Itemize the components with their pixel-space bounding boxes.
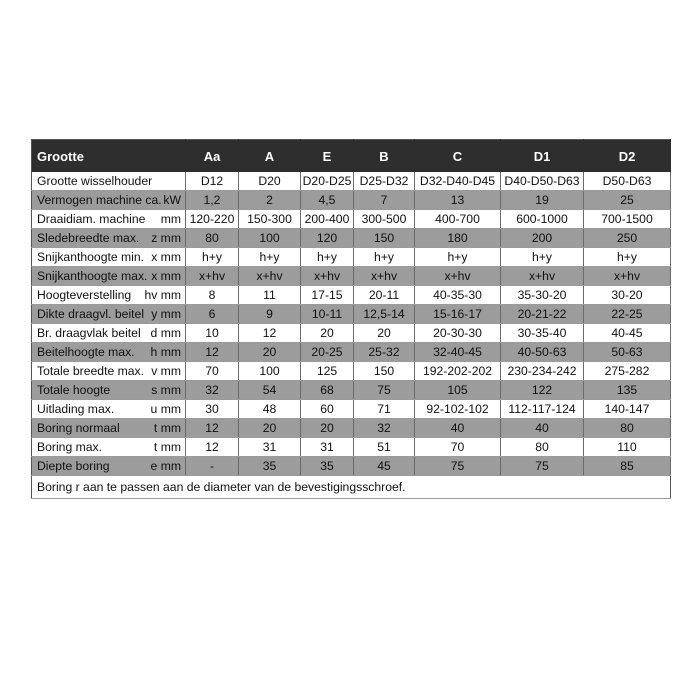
table-cell: h+y	[415, 248, 501, 267]
table-cell: 45	[354, 457, 415, 476]
footnote: Boring r aan te passen aan de diameter van de bevestigingsschroef.	[32, 476, 671, 499]
table-cell: 32-40-45	[415, 343, 501, 362]
table-cell: 20	[354, 324, 415, 343]
table-cell: 8	[186, 286, 239, 305]
table-cell: 12,5-14	[354, 305, 415, 324]
row-label: Uitlading max.	[37, 401, 115, 416]
table-cell: 51	[354, 438, 415, 457]
table-cell: 75	[415, 457, 501, 476]
table-cell: 71	[354, 400, 415, 419]
table-cell: 20-30-30	[415, 324, 501, 343]
table-cell: 40-45	[584, 324, 671, 343]
table-cell: 40	[501, 419, 584, 438]
row-label: Draaidiam. machine	[37, 211, 146, 226]
row-label-cell	[32, 419, 186, 438]
row-unit: kW	[163, 192, 181, 207]
table-cell: 31	[301, 438, 354, 457]
row-label-cell	[32, 248, 186, 267]
table-row	[32, 267, 671, 286]
table-row	[32, 362, 671, 381]
table-cell: x+hv	[301, 267, 354, 286]
table-cell: 125	[301, 362, 354, 381]
row-unit: hv mm	[144, 287, 181, 302]
table-cell: 105	[415, 381, 501, 400]
table-cell: h+y	[186, 248, 239, 267]
table-cell: 112-117-124	[501, 400, 584, 419]
table-row	[32, 381, 671, 400]
header-col: E	[301, 140, 354, 173]
table-cell: 80	[584, 419, 671, 438]
row-label-cell	[32, 305, 186, 324]
table-row	[32, 457, 671, 476]
note-row	[32, 476, 671, 499]
table-cell: 48	[239, 400, 301, 419]
table-cell: 19	[501, 191, 584, 210]
table-cell: 20-11	[354, 286, 415, 305]
table-cell: h+y	[301, 248, 354, 267]
row-unit: x mm	[151, 249, 181, 264]
table-row	[32, 172, 671, 191]
table-cell: 20-25	[301, 343, 354, 362]
row-label: Br. draagvlak beitel	[37, 325, 141, 340]
table-cell: 9	[239, 305, 301, 324]
table-cell: 110	[584, 438, 671, 457]
table-cell: 400-700	[415, 210, 501, 229]
table-cell: 70	[415, 438, 501, 457]
row-unit: e mm	[150, 458, 181, 473]
row-label-cell	[32, 210, 186, 229]
table-cell: 30	[186, 400, 239, 419]
table-cell: 20	[239, 419, 301, 438]
table-cell: D40-D50-D63	[501, 172, 584, 191]
row-label: Snijkanthoogte max.	[37, 268, 148, 283]
row-unit: h mm	[150, 344, 181, 359]
table-cell: 30-20	[584, 286, 671, 305]
row-label-cell	[32, 381, 186, 400]
row-label: Totale hoogte	[37, 382, 111, 397]
table-cell: 192-202-202	[415, 362, 501, 381]
table-cell: 150	[354, 362, 415, 381]
table-cell: x+hv	[501, 267, 584, 286]
table-cell: 20	[301, 419, 354, 438]
table-cell: 10	[186, 324, 239, 343]
table-cell: 250	[584, 229, 671, 248]
row-label-cell	[32, 267, 186, 286]
table-cell: 75	[354, 381, 415, 400]
row-label: Diepte boring	[37, 458, 110, 473]
row-label-cell	[32, 324, 186, 343]
table-cell: 10-11	[301, 305, 354, 324]
table-cell: 7	[354, 191, 415, 210]
row-label-cell	[32, 191, 186, 210]
table-cell: 80	[186, 229, 239, 248]
table-cell: D50-D63	[584, 172, 671, 191]
table-cell: 60	[301, 400, 354, 419]
row-label-cell	[32, 400, 186, 419]
row-unit: d mm	[150, 325, 181, 340]
table-cell: 230-234-242	[501, 362, 584, 381]
table-cell: 20	[239, 343, 301, 362]
table-cell: 31	[239, 438, 301, 457]
table-cell: h+y	[239, 248, 301, 267]
table-cell: 11	[239, 286, 301, 305]
table-cell: 2	[239, 191, 301, 210]
row-label-cell	[32, 457, 186, 476]
row-unit: mm	[160, 211, 181, 226]
table-cell: 35	[301, 457, 354, 476]
table-cell: x+hv	[584, 267, 671, 286]
table-cell: 40	[415, 419, 501, 438]
table-cell: 12	[186, 419, 239, 438]
row-label: Vermogen machine ca.	[37, 192, 162, 207]
table-cell: 1,2	[186, 191, 239, 210]
table-cell: 100	[239, 362, 301, 381]
table-cell: h+y	[584, 248, 671, 267]
table-cell: 35-30-20	[501, 286, 584, 305]
header-label: Grootte	[32, 140, 186, 173]
row-label: Snijkanthoogte min.	[37, 249, 145, 264]
table-cell: 50-63	[584, 343, 671, 362]
table-cell: 75	[501, 457, 584, 476]
header-col: A	[239, 140, 301, 173]
table-cell: 600-1000	[501, 210, 584, 229]
row-label-cell	[32, 172, 186, 191]
row-unit: y mm	[151, 306, 181, 321]
row-label-cell	[32, 343, 186, 362]
table-cell: 150	[354, 229, 415, 248]
table-cell: 20-21-22	[501, 305, 584, 324]
table-cell: 200	[501, 229, 584, 248]
row-label: Totale breedte max.	[37, 363, 145, 378]
table-row	[32, 286, 671, 305]
table-cell: 40-35-30	[415, 286, 501, 305]
row-label: Boring normaal	[37, 420, 120, 435]
header-row	[32, 140, 671, 173]
row-label: Boring max.	[37, 439, 103, 454]
row-label: Grootte wisselhouder	[37, 173, 153, 188]
row-unit: u mm	[150, 401, 181, 416]
row-label-cell	[32, 438, 186, 457]
table-cell: D12	[186, 172, 239, 191]
table-row	[32, 324, 671, 343]
table-cell: 120-220	[186, 210, 239, 229]
row-label: Sledebreedte max.	[37, 230, 140, 245]
table-cell: x+hv	[354, 267, 415, 286]
row-unit: t mm	[153, 420, 181, 435]
table-cell: 120	[301, 229, 354, 248]
table-cell: x+hv	[186, 267, 239, 286]
table-cell: 300-500	[354, 210, 415, 229]
row-label: Beitelhoogte max.	[37, 344, 135, 359]
table-cell: 25-32	[354, 343, 415, 362]
header-col: D2	[584, 140, 671, 173]
row-unit: z mm	[151, 230, 181, 245]
row-label-cell	[32, 362, 186, 381]
table-cell: 15-16-17	[415, 305, 501, 324]
table-cell: 12	[186, 438, 239, 457]
table-cell: 700-1500	[584, 210, 671, 229]
table-cell: x+hv	[239, 267, 301, 286]
table-cell: 32	[186, 381, 239, 400]
table-cell: 122	[501, 381, 584, 400]
table-cell: 140-147	[584, 400, 671, 419]
table-cell: 180	[415, 229, 501, 248]
row-label-cell	[32, 286, 186, 305]
table-cell: 30-35-40	[501, 324, 584, 343]
table-cell: 4,5	[301, 191, 354, 210]
table-cell: 150-300	[239, 210, 301, 229]
table-row	[32, 210, 671, 229]
header-col: Aa	[186, 140, 239, 173]
table-cell: 54	[239, 381, 301, 400]
table-row	[32, 229, 671, 248]
table-body	[32, 172, 671, 476]
table-cell: D20	[239, 172, 301, 191]
table-cell: D32-D40-D45	[415, 172, 501, 191]
table-cell: h+y	[501, 248, 584, 267]
row-unit: t mm	[153, 439, 181, 454]
table-cell: 35	[239, 457, 301, 476]
table-cell: 12	[239, 324, 301, 343]
row-unit: s mm	[151, 382, 181, 397]
table-cell: 80	[501, 438, 584, 457]
table-cell: 20	[301, 324, 354, 343]
table-cell: -	[186, 457, 239, 476]
header-col: B	[354, 140, 415, 173]
table-row	[32, 343, 671, 362]
row-label: Dikte draagvl. beitel	[37, 306, 145, 321]
row-label: Hoogteverstelling	[37, 287, 132, 302]
table-cell: 275-282	[584, 362, 671, 381]
table-row	[32, 438, 671, 457]
header-col: C	[415, 140, 501, 173]
table-cell: 40-50-63	[501, 343, 584, 362]
header-col: D1	[501, 140, 584, 173]
table-cell: 6	[186, 305, 239, 324]
table-cell: 135	[584, 381, 671, 400]
table-cell: h+y	[354, 248, 415, 267]
row-unit: x mm	[151, 268, 181, 283]
table-cell: 85	[584, 457, 671, 476]
table-cell: D25-D32	[354, 172, 415, 191]
table-cell: 92-102-102	[415, 400, 501, 419]
table-cell: 22-25	[584, 305, 671, 324]
table-row	[32, 419, 671, 438]
row-unit: v mm	[151, 363, 181, 378]
table-cell: x+hv	[415, 267, 501, 286]
table-row	[32, 248, 671, 267]
table-cell: 100	[239, 229, 301, 248]
table-row	[32, 305, 671, 324]
table-cell: 68	[301, 381, 354, 400]
table-cell: 12	[186, 343, 239, 362]
table-cell: 17-15	[301, 286, 354, 305]
table-row	[32, 191, 671, 210]
table-cell: 25	[584, 191, 671, 210]
table-cell: 13	[415, 191, 501, 210]
spec-table	[31, 139, 671, 499]
table-row	[32, 400, 671, 419]
table-cell: 32	[354, 419, 415, 438]
table-cell: D20-D25	[301, 172, 354, 191]
table-cell: 70	[186, 362, 239, 381]
row-label-cell	[32, 229, 186, 248]
table-cell: 200-400	[301, 210, 354, 229]
